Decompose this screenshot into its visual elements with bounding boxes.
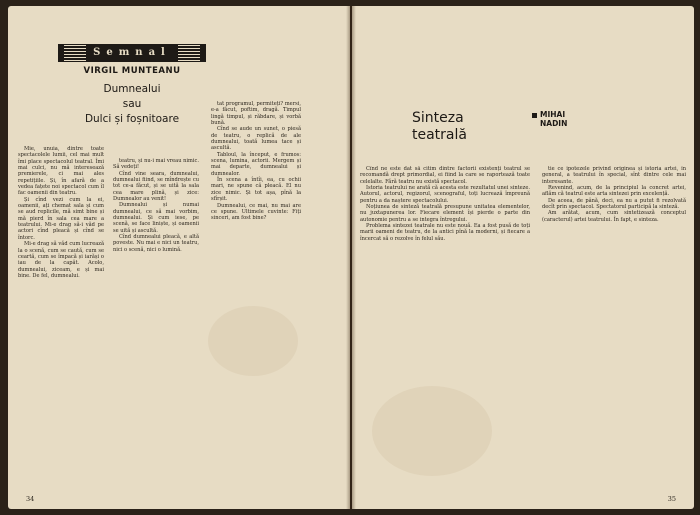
left-page	[8, 6, 350, 509]
article-title-right: Sinteza teatrală	[412, 110, 467, 143]
right-page	[352, 6, 694, 509]
author-right: MIHAI NADIN	[532, 110, 592, 128]
article-header-left	[58, 44, 206, 154]
square-bullet-icon	[532, 113, 537, 118]
right-column-1: Cînd ne este dat să citim dintre factorii existenți teatrul se recomandă drept primordial, ei fiind la care se raportează toate celelalte. Fără teatru nu există spectacol. Istoria teatrului ne arată că acesta este rezultatul unei sinteze. Autorul, actorul, regizorul, scenograful, toți lucrează împreună pentru a da naștere spectacolului. Noțiunea de sinteză teatrală presupune unitatea elementelor, nu juxtapunerea lor. Fiecare element își pierde o parte din autonomie pentru a se integra întregului. Problema sintezei teatrale nu este nouă. Ea a fost pusă de toți marii oameni de teatru, de la antici pînă la moderni, și fiecare a încercat să o rezolve în felul său.	[360, 166, 530, 242]
section-label: Semnal	[58, 44, 206, 62]
right-column-2: tie ce ipotezele privind originea și istoria artei, în general, a teatrului în special, sînt dintre cele mai interesante. Revenind, acum, de la principiul la concret artei, aflăm că teatrul este arta sintezei prin excelență. De aceea, de până, deci, ea nu a putut fi rezolvată decît prin spectacol. Spectatorul participă la sinteză. Am arătat, acum, cum sintetizează conceptul (caracterul) artei teatrului. În fapt, e sinteza.	[542, 166, 686, 223]
author-left: VIRGIL MUNTEANU	[83, 66, 181, 76]
book-gutter	[346, 6, 356, 509]
article-title-left: Dumnealui sau Dulci și foșnitoare	[84, 83, 180, 125]
page-number-right: 35	[667, 495, 676, 503]
left-column-2: teatru, și nu-i mai vreau nimic. Să vedeți! Cînd vine seara, dumnealui, dumnealui fiind, se mîndrește cu tot ce-a făcut, și se uită la sala cea mare plină, și zice: Dumnealor au venit! Dumnealui și numai dumnealui, ce să mai vorbim, dumnealui. Și cum iese, pe scenă, se face liniște, și oamenii se uită și ascultă. Cînd dumnealui pleacă, e altă poveste. Nu mai e nici un teatru, nici o scenă, nici o lumină.	[113, 158, 199, 253]
left-column-3: tat programul, permiteți? mersi, e-a făcut, poftim, dragă. Timpul lingă timpul, și răbdare, și vorbă bună. Cînd se aude un sunet, o piesă de teatru, o replică de ale dumnealui, toată lumea tace și ascultă. Tabloul, la început, e frumos: scena, lumina, actorii. Mergem și mai departe, dumnealui și dumnealor. În scena a întîi, ea, cu ochii mari, ne spune că pleacă. El nu zice nimic. Și tot așa, pînă la sfîrșit. Dumnealui, ce mai, nu mai are ce spune. Ultimele cuvinte: Fiți sinceri, am fost bine?	[211, 101, 301, 222]
left-column-1: Mie, unuia, dintre toate spectacolele lumii, cel mai mult îmi place spectacolul teatral. Îmi mai culci, nu mă interesează premierele, ci mai ales repetițiile. Și, în afară de a vedea fațete noi spectacol cum îl fac oamenii din teatru. Și cînd vezi cum la ei, oamenii, ați chemat sala și cum se aud replicile, mă simt bine și mă pierd în sala cea mare a teatrului. Mi-e drag să-i văd pe actori cînd pleacă și cînd se întorc. Mi-e drag să văd cum lucrează la o scenă, cum se caută, cum se ceartă, cum se împacă și iarăși o iau de la capăt. Acolo, dumnealui, ziceam, e și mai bine. De fel, dumnealui.	[18, 146, 104, 279]
decorative-rule	[64, 45, 86, 61]
decorative-rule	[178, 45, 200, 61]
page-number-left: 34	[26, 495, 35, 503]
